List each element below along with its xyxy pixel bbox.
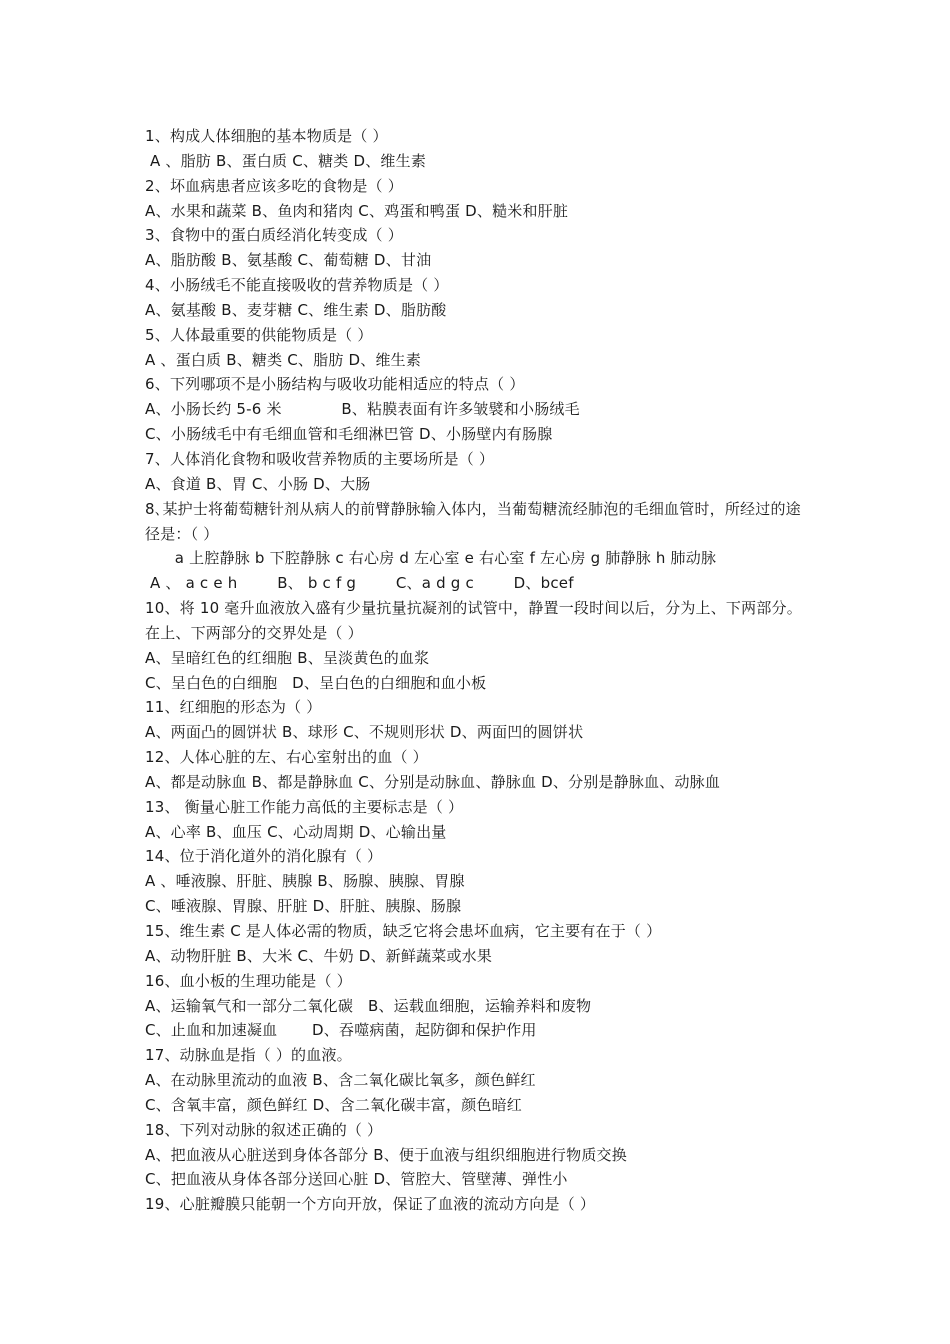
options-14-cd: C、唾液腺、胃腺、肝脏 D、肝脏、胰腺、肠腺 — [145, 897, 462, 916]
question-14: 14、位于消化道外的消化腺有（ ） — [145, 847, 383, 866]
question-18: 18、下列对动脉的叙述正确的（ ） — [145, 1120, 383, 1139]
question-6: 6、下列哪项不是小肠结构与吸收功能相适应的特点（ ） — [145, 375, 525, 394]
options-6-ab: A、小肠长约 5-6 米 B、粘膜表面有许多皱襞和小肠绒毛 — [145, 400, 580, 419]
options-3: A、脂肪酸 B、氨基酸 C、葡萄糖 D、甘油 — [145, 251, 432, 270]
options-13: A、心率 B、血压 C、心动周期 D、心输出量 — [145, 822, 447, 841]
question-15: 15、维生素 C 是人体必需的物质，缺乏它将会患坏血病，它主要有在于（ ） — [145, 922, 662, 940]
legend-8: a 上腔静脉 b 下腔静脉 c 右心房 d 左心室 e 右心室 f 左心房 g 肺静脉 h 肺动脉 — [145, 549, 717, 568]
options-10-ab: A、呈暗红色的红细胞 B、呈淡黄色的血浆 — [145, 648, 430, 667]
options-18-cd: C、把血液从身体各部分送回心脏 D、管腔大、管壁薄、弹性小 — [145, 1170, 568, 1189]
options-12: A、都是动脉血 B、都是静脉血 C、分别是动脉血、静脉血 D、分别是静脉血、动脉血 — [145, 772, 721, 791]
options-16-cd: C、止血和加速凝血 D、吞噬病菌，起防御和保护作用 — [145, 1021, 537, 1040]
question-19: 19、心脏瓣膜只能朝一个方向开放，保证了血液的流动方向是（ ） — [145, 1195, 596, 1214]
options-11: A、两面凸的圆饼状 B、球形 C、不规则形状 D、两面凹的圆饼状 — [145, 723, 584, 742]
question-1: 1、构成人体细胞的基本物质是（ ） — [145, 127, 388, 145]
options-17-ab: A、在动脉里流动的血液 B、含二氧化碳比氧多，颜色鲜红 — [145, 1071, 536, 1090]
question-8: 8､某护士将葡萄糖针剂从病人的前臂静脉输入体内，当葡萄糖流经肺泡的毛细血管时，所经过的途径是：（ ） — [145, 499, 801, 543]
question-17: 17、动脉血是指（ ）的血液。 — [145, 1046, 352, 1065]
options-14-ab: A 、唾液腺、肝脏、胰腺 B、肠腺、胰腺、胃腺 — [145, 872, 465, 891]
options-6-cd: C、小肠绒毛中有毛细血管和毛细淋巴管 D、小肠壁内有肠腺 — [145, 425, 553, 444]
options-10-cd: C、呈白色的白细胞 D、呈白色的白细胞和血小板 — [145, 673, 487, 692]
options-17-cd: C、含氧丰富，颜色鲜红 D、含二氧化碳丰富，颜色暗红 — [145, 1095, 522, 1114]
options-8: A 、 a c e h B、 b c f g C、a d g c D、bcef — [145, 574, 574, 593]
question-13: 13、 衡量心脏工作能力高低的主要标志是（ ） — [145, 797, 464, 816]
options-15: A、动物肝脏 B、大米 C、牛奶 D、新鲜蔬菜或水果 — [145, 946, 493, 965]
options-18-ab: A、把血液从心脏送到身体各部分 B、便于血液与组织细胞进行物质交换 — [145, 1145, 627, 1164]
options-4: A、氨基酸 B、麦芽糖 C、维生素 D、脂肪酸 — [145, 300, 447, 319]
question-10: 10、将 10 毫升血液放入盛有少量抗量抗凝剂的试管中，静置一段时间以后，分为上、下两部分。在上、下两部分的交界处是（ ） — [145, 599, 802, 642]
question-12: 12、人体心脏的左、右心室射出的血（ ） — [145, 748, 428, 767]
question-16: 16、血小板的生理功能是（ ） — [145, 971, 352, 990]
options-1: A 、脂肪 B、蛋白质 C、糖类 D、维生素 — [145, 151, 427, 170]
question-2: 2、坏血病患者应该多吃的食物是（ ） — [145, 176, 403, 195]
options-5: A 、蛋白质 B、糖类 C、脂肪 D、维生素 — [145, 350, 422, 369]
options-2: A、水果和蔬菜 B、鱼肉和猪肉 C、鸡蛋和鸭蛋 D、糙米和肝脏 — [145, 201, 569, 220]
question-3: 3、食物中的蛋白质经消化转变成（ ） — [145, 226, 403, 245]
question-7: 7、人体消化食物和吸收营养物质的主要场所是（ ） — [145, 449, 495, 468]
options-7: A、食道 B、胃 C、小肠 D、大肠 — [145, 474, 371, 493]
question-11: 11、红细胞的形态为（ ） — [145, 698, 322, 717]
question-5: 5、人体最重要的供能物质是（ ） — [145, 325, 373, 344]
question-list — [145, 124, 810, 1217]
options-16-ab: A、运输氧气和一部分二氧化碳 B、运载血细胞，运输养料和废物 — [145, 996, 592, 1015]
question-4: 4、小肠绒毛不能直接吸收的营养物质是（ ） — [145, 276, 449, 295]
